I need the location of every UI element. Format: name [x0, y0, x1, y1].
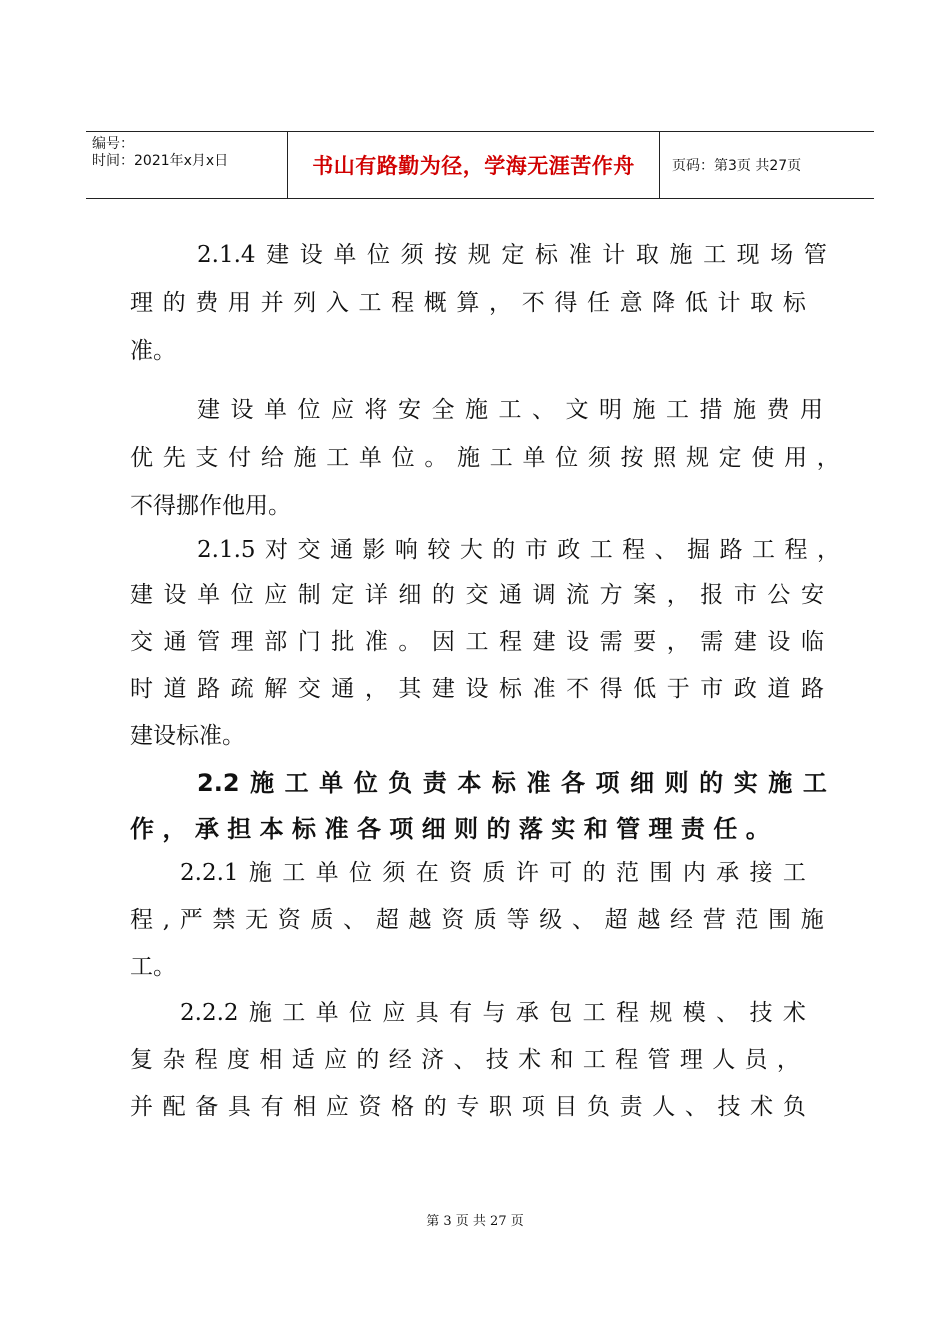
body-line: 2.1.4 建 设 单 位 须 按 规 定 标 准 计 取 施 工 现 场 管 — [197, 242, 827, 268]
body-line: 不得挪作他用。 — [130, 493, 291, 519]
body-line: 2.2.1 施 工 单 位 须 在 资 质 许 可 的 范 围 内 承 接 工 — [180, 860, 806, 886]
document-header — [86, 131, 874, 199]
header-meta-cell — [86, 132, 288, 198]
body-line: 工。 — [130, 954, 176, 980]
document-number-label: 编号： — [92, 136, 134, 152]
body-line: 优 先 支 付 给 施 工 单 位 。 施 工 单 位 须 按 照 规 定 使 用 ， — [130, 445, 840, 471]
body-line: 理 的 费 用 并 列 入 工 程 概 算 ， 不 得 任 意 降 低 计 取 标 — [130, 290, 806, 316]
body-line: 程 , 严 禁 无 资 质 、 超 越 资 质 等 级 、 超 越 经 营 范 围 施 — [130, 907, 824, 933]
body-line: 复 杂 程 度 相 适 应 的 经 济 、 技 术 和 工 程 管 理 人 员 ， — [130, 1047, 800, 1073]
header-motto: 书山有路勤为径，学海无涯苦作舟 — [312, 154, 635, 178]
body-line: 建设标准。 — [130, 723, 245, 749]
header-page-label: 页码：第3页 共27页 — [672, 158, 802, 174]
body-line: 2.2.2 施 工 单 位 应 具 有 与 承 包 工 程 规 模 、 技 术 — [180, 1000, 806, 1026]
body-line: 时 道 路 疏 解 交 通 ， 其 建 设 标 准 不 得 低 于 市 政 道 路 — [130, 676, 824, 702]
header-page-cell — [660, 132, 874, 198]
body-line: 准。 — [130, 338, 176, 364]
body-line: 建 设 单 位 应 将 安 全 施 工 、 文 明 施 工 措 施 费 用 — [197, 397, 823, 423]
page-footer — [0, 1210, 950, 1229]
document-time-label: 时间：2021年x月x日 — [92, 153, 229, 169]
section-heading-line: 作 ， 承 担 本 标 准 各 项 细 则 的 落 实 和 管 理 责 任 。 — [130, 815, 770, 843]
section-heading-line: 2.2 施 工 单 位 负 责 本 标 准 各 项 细 则 的 实 施 工 — [197, 769, 827, 797]
body-line: 交 通 管 理 部 门 批 准 。 因 工 程 建 设 需 要 ， 需 建 设 临 — [130, 629, 824, 655]
body-line: 建 设 单 位 应 制 定 详 细 的 交 通 调 流 方 案 ， 报 市 公 安 — [130, 582, 824, 608]
body-line: 2.1.5 对 交 通 影 响 较 大 的 市 政 工 程 、 掘 路 工 程 ， — [197, 537, 840, 563]
footer-page-number: 第 3 页 共 27 页 — [426, 1214, 524, 1229]
body-line: 并 配 备 具 有 相 应 资 格 的 专 职 项 目 负 责 人 、 技 术 负 — [130, 1094, 806, 1120]
header-motto-cell — [288, 132, 660, 198]
